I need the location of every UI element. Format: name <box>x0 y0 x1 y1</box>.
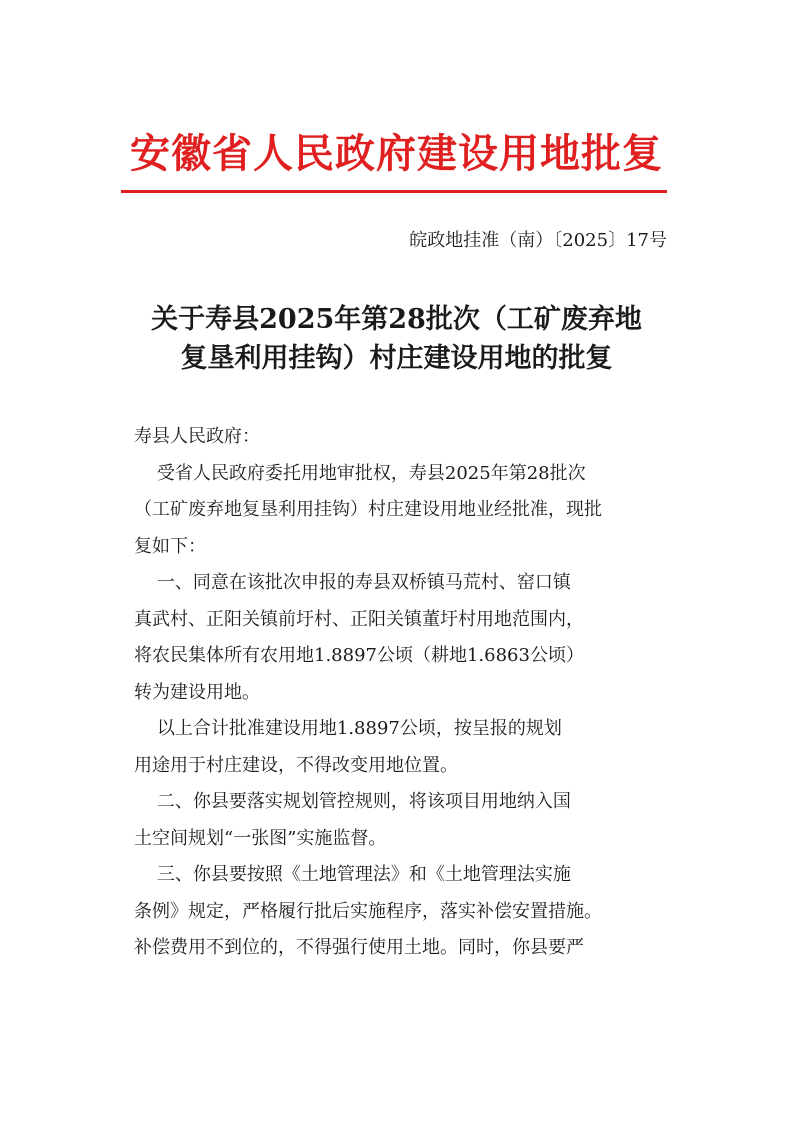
body-line: 三、你县要按照《土地管理法》和《土地管理法实施 <box>134 864 571 885</box>
body-line: 将农民集体所有农用地1.8897公顷（耕地1.6863公顷） <box>134 645 584 666</box>
body-line: 补偿费用不到位的，不得强行使用土地。同时，你县要严 <box>134 937 584 958</box>
body-line: 条例》规定，严格履行批后实施程序，落实补偿安置措施。 <box>134 900 602 922</box>
body-line: 真武村、正阳关镇前圩村、正阳关镇董圩村用地范围内， <box>134 608 584 630</box>
body-line: 受省人民政府委托用地审批权，寿县2025年第28批次 <box>134 462 586 484</box>
body-line: 二、你县要落实规划管控规则，将该项目用地纳入国 <box>134 791 571 812</box>
body-line: 用途用于村庄建设，不得改变用地位置。 <box>134 754 458 776</box>
addressee: 寿县人民政府： <box>134 426 260 447</box>
body-line: 转为建设用地。 <box>134 681 260 703</box>
document-title-line-2: 复垦利用挂钩）村庄建设用地的批复 <box>180 343 613 374</box>
body-line: （工矿废弃地复垦利用挂钩）村庄建设用地业经批准，现批 <box>134 499 602 520</box>
body-line: 以上合计批准建设用地1.8897公顷，按呈报的规划 <box>134 718 562 739</box>
document-number: 皖政地挂准（南）〔2025〕17号 <box>409 230 667 251</box>
document-header-title: 安徽省人民政府建设用地批复 <box>130 130 663 177</box>
document-body <box>134 419 664 967</box>
body-line: 一、同意在该批次申报的寿县双桥镇马荒村、窑口镇 <box>134 572 571 593</box>
body-line: 土空间规划“一张图”实施监督。 <box>134 827 387 849</box>
document-title-line-1: 关于寿县2025年第28批次（工矿废弃地 <box>151 304 642 335</box>
body-line: 复如下： <box>134 535 206 557</box>
document-title <box>80 300 713 378</box>
header-red-divider <box>121 190 667 193</box>
